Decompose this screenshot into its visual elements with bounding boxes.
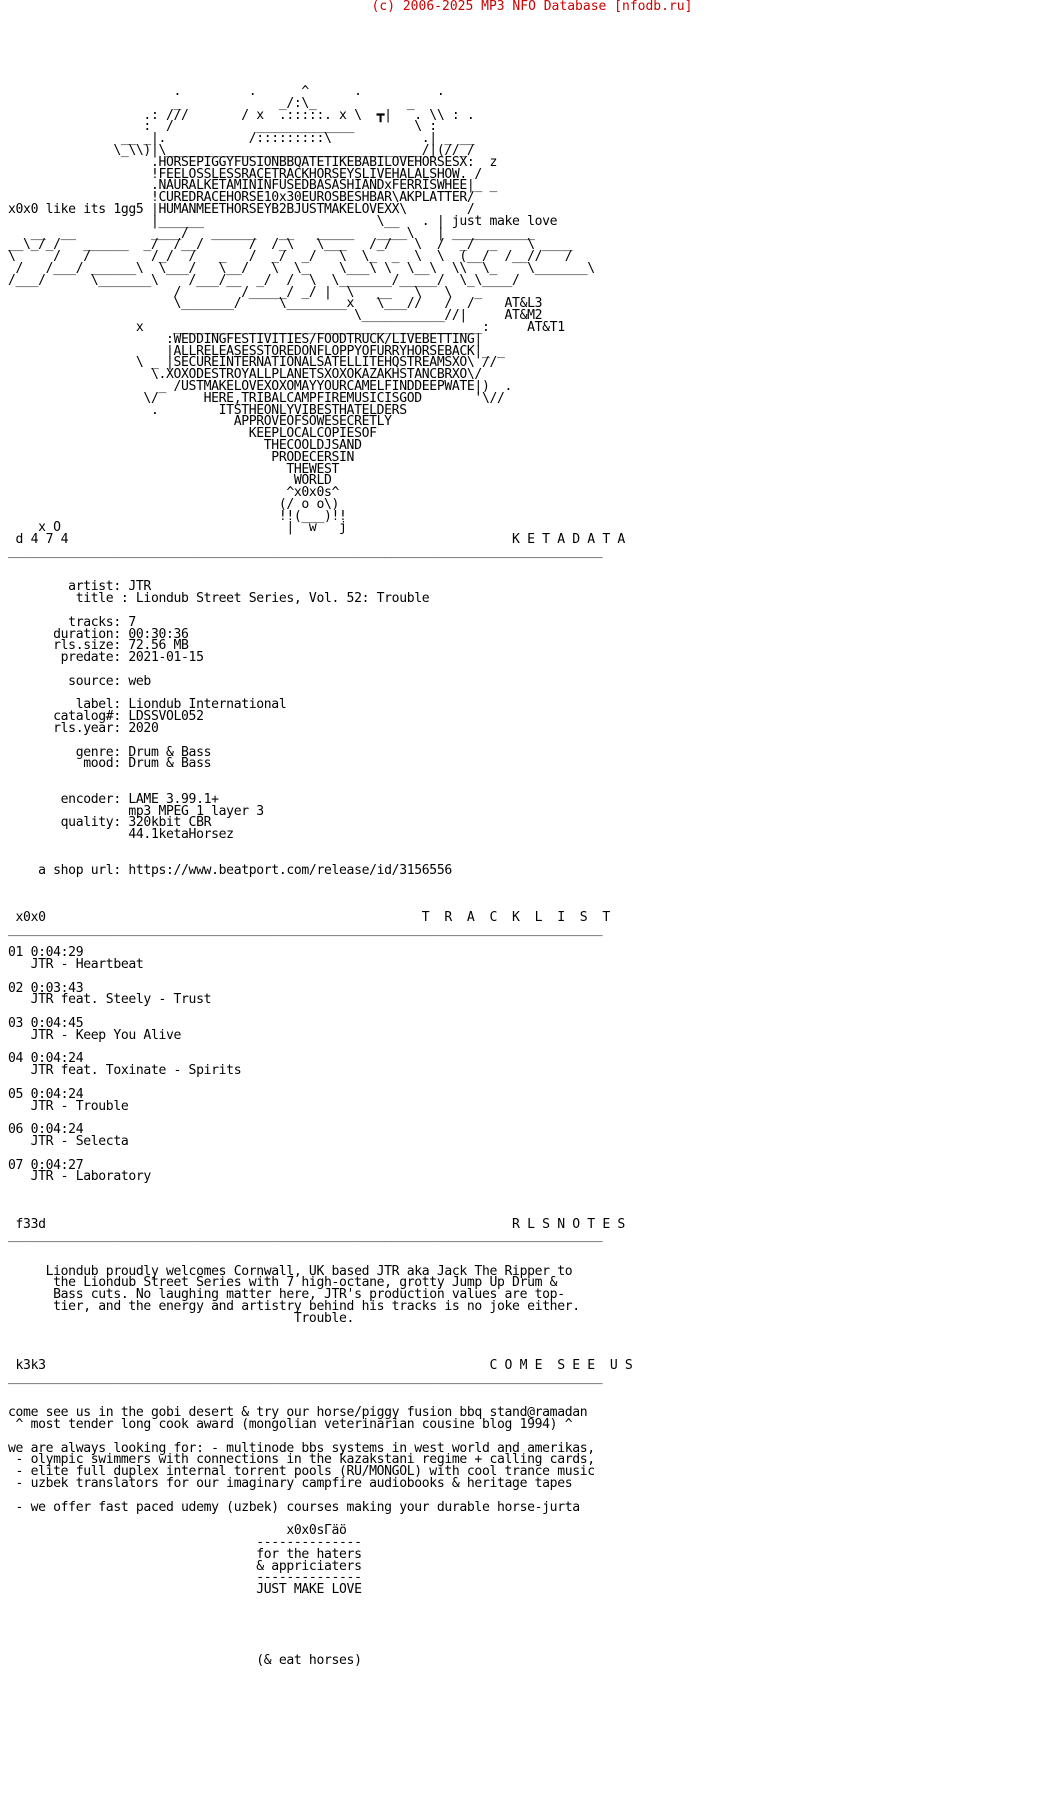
nfo-document-text: . . ^ . . _ _/:\_ _ .: /// / x .:::::. x \ ┳| . \\ : . : / _____________ \ : __ _|. /:::::::::\ .| _ __ \_\\)|\__________________________________/|(//_/ .HORSEPIGGYFUSIONBBQATETIKEBABILOVEHORSESX: z !FEELOSSLESSRACETRACKHORSEYSLIVEHALALSHOW. / .NAURALKETAMININFUSEDBASASHIANDxFERRISWHEE|_ _ !CUREDRACEHORSE10x30EUROSBESHBAR\AKPLATTER/ x0x0 like its 1gg5 |HUMANMEETHORSEYB2BJUSTMAKELOVEXX\ / |______ \__ . | just make love __ __ ____/ ______ __ _____ ____\ | ___________ __\_/_/ ______ _/ /__/ / /_\ \___ /_/ \ / _/ _ \ ____ \ / / /_/ / _ / _/ _/ \ \_ _ \ \ (__/ /__// / / /___/ ______\ \___/ \__/ \ \_ \___\ \ \__\ \\ \_ \_______\ /___/ \_______\ /___/__ _/ / \ \_______/_____/ \_\____/ / /_____/ _/ | \ __ \ \ _ \_______/ \________x \___// / / AT&L3 \___________//| AT&M2 x _________________________________________: AT&T1 :WEDDINGFESTIVITIES/FOODTRUCK/LIVEBETTING| |ALLRELEASESSTOREDONFLOPPYOFURRYHORSEBACK|_ _ \ _ |SECUREINTERNATIONALSATELLITEHQSTREAMSXO\ // \.XOXODESTROYALLPLANETSXOXOKAZAKHSTANCBRXO\/ _ /USTMAKELOVEXOXOMAYYOURCAMELFINDDEEPWATE|) . \/ HERE,TRIBALCAMPFIREMUSICISGOD '\// . ITSTHEONLYVIBESTHATELDERS APPROVEOFSOWESECRETLY KEEPLOCALCOPIESOF THECOOLDJSAND PRODECERSIN THEWEST WORLD ^x0x0s^ (/ o o\) !!(___)!! x O | w j d 4 7 4 K E T A D A T A _______________________________________________________________________________ artist: JTR title : Liondub Street Series, Vol. 52: Trouble tracks: 7 duration: 00:30:36 rls.size: 72.56 MB predate: 2021-01-15 source: web label: Liondub International catalog#: LDSSVOL052 rls.year: 2020 genre: Drum & Bass mood: Drum & Bass encoder: LAME 3.99.1+ mp3 MPEG 1 layer 3 quality: 320kbit CBR 44.1ketaHorsez a shop url: https://www.beatport.com/release/id/3156556 x0x0 T R A C K L I S T _______________________________________________________________________________ 01 0:04:29 JTR - Heartbeat 02 0:03:43 JTR feat. Steely - Trust 03 0:04:45 JTR - Keep You Alive 04 0:04:24 JTR feat. Toxinate - Spirits 05 0:04:24 JTR - Trouble 06 0:04:24 JTR - Selecta 07 0:04:27 JTR - Laboratory f33d R L S N O T E S _______________________________________________________________________________ Liondub proudly welcomes Cornwall, UK based JTR aka Jack The Ripper to the Liondub Street Series with 7 high-octane, grotty Jump Up Drum & Bass cuts. No laughing matter here, JTR's production values are top- tier, and the energy and artistry behind his tracks is no joke either. Trouble. k3k3 C O M E S E E U S _______________________________________________________________________________ come see us in the gobi desert & try our horse/piggy fusion bbq stand@ramadan ^ most tender long cook award (mongolian veterinarian cousine blog 1994) ^ we are always looking for: - multinode bbs systems in west world and amerikas, - olympic swimmers with connections in the kazakstani regime + calling cards, - elite full duplex internal torrent pools (RU/MONGOL) with cool trance music - uzbek translators for our imaginary campfire audiobooks & heritage tapes - we offer fast paced udemy (uzbek) courses making your durable horse-jurta x0x0sГäö -------------- for the haters & appriciaters -------------- JUST MAKE LOVE (& eat horses) — [8, 84, 633, 1668]
site-copyright-link[interactable]: (c) 2006-2025 MP3 NFO Database [nfodb.ru] — [371, 0, 693, 14]
